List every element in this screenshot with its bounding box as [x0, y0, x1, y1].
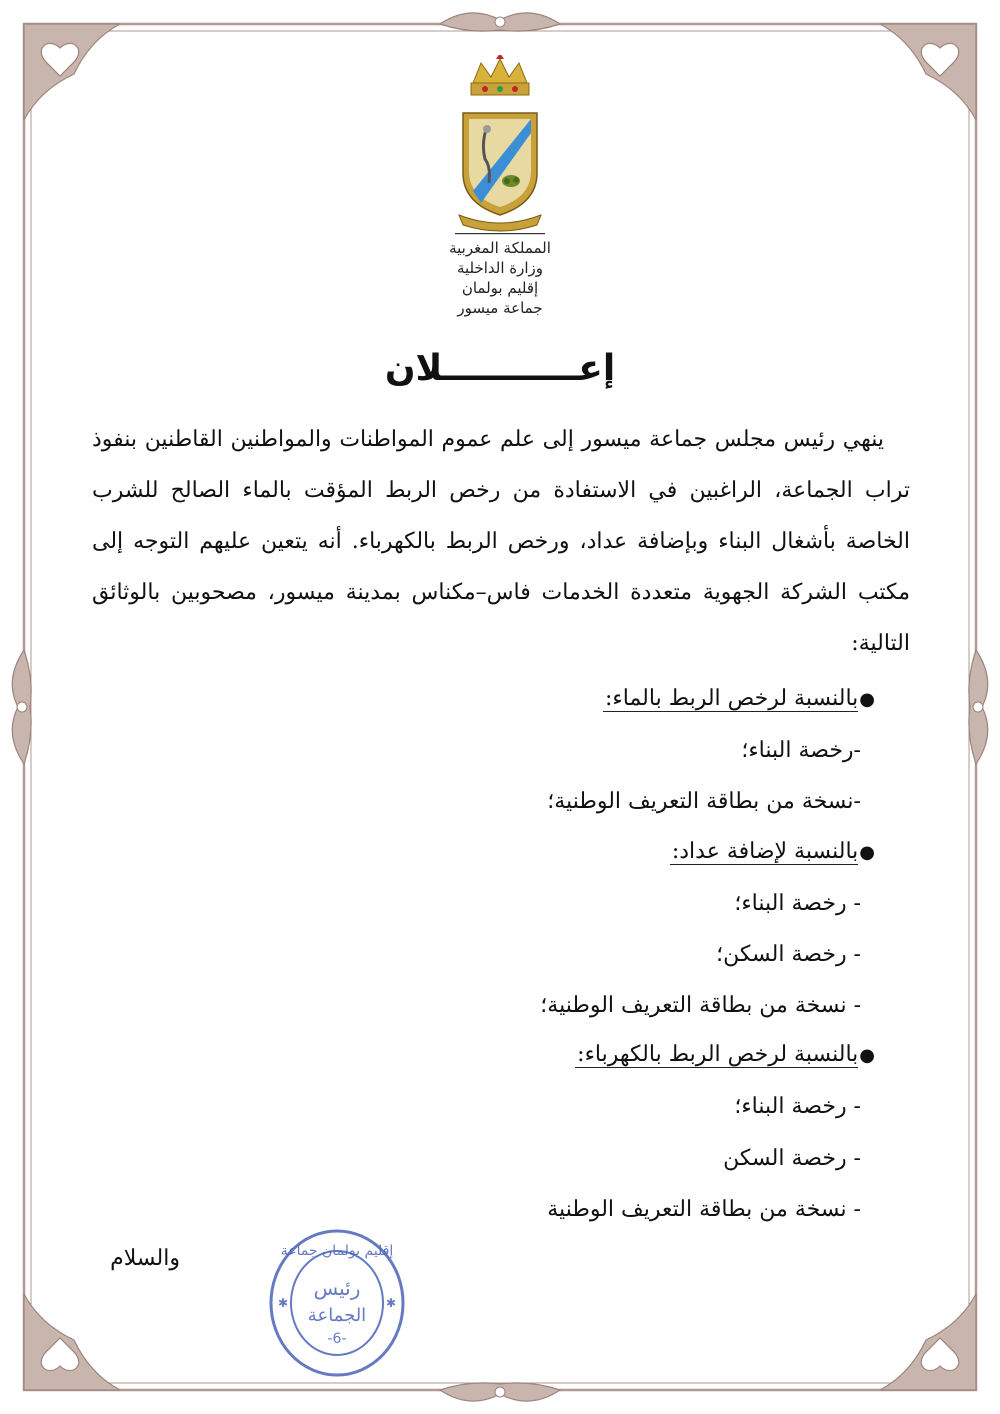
official-stamp — [265, 1225, 410, 1385]
section-heading-electricity — [120, 1032, 875, 1082]
list-item: - رخصة السكن؛ — [716, 941, 861, 967]
list-item: - رخصة السكن — [723, 1145, 861, 1171]
section-heading-label: بالنسبة لرخص الربط بالكهرباء: — [577, 1042, 859, 1068]
header-line-province: إقليم بولمان — [461, 279, 539, 297]
list-item: -نسخة من بطاقة التعريف الوطنية؛ — [547, 789, 861, 815]
list-item: - نسخة من بطاقة التعريف الوطنية؛ — [540, 993, 861, 1019]
commune-emblem — [445, 55, 555, 235]
section-heading-water — [120, 676, 875, 726]
section-heading-meter — [120, 829, 875, 879]
documents-list — [120, 676, 875, 1236]
closing-salutation: والسلام — [110, 1246, 180, 1271]
section-heading-label: بالنسبة لرخص الربط بالماء: — [605, 686, 859, 711]
ministry-header — [400, 238, 600, 318]
intro-text: ينهي رئيس مجلس جماعة ميسور إلى علم عموم المواطنات والمواطنين القاطنين بنفوذ تراب الجماعة، الراغبين في الاستفادة من رخص الربط المؤقت بالماء الصالح للشرب الخاصة بأشغال البناء وبإضافة عداد، ورخص الربط بالكهرباء. أنه يتعين عليهم التوجه إلى مكتب الشركة الجهوية متعددة الخدمات فاس–مكناس بمدينة ميسور، مصحوبين بالوثائق التالية: — [92, 427, 910, 656]
announcement-title: إعـــــــــــلان — [384, 348, 616, 389]
header-line-ministry: وزارة الداخلية — [456, 259, 544, 277]
bullet-icon: ● — [859, 689, 875, 710]
list-item: - رخصة البناء؛ — [734, 1094, 861, 1120]
star-icon: ✱ — [277, 1296, 289, 1310]
star-icon: ✱ — [385, 1296, 397, 1310]
bullet-icon: ● — [859, 841, 875, 863]
section-heading-label: بالنسبة لإضافة عداد: — [671, 838, 859, 864]
list-item: -رخصة البناء؛ — [741, 738, 861, 763]
header-line-commune: جماعة ميسور — [457, 299, 543, 317]
stamp-center-line-2: الجماعة — [307, 1305, 367, 1326]
intro-paragraph — [92, 414, 910, 669]
list-item: - نسخة من بطاقة التعريف الوطنية — [547, 1197, 861, 1223]
stamp-outer-text: إقليم بولمان جماعة — [280, 1243, 394, 1259]
bullet-icon: ● — [859, 1045, 875, 1067]
header-line-kingdom: المملكة المغربية — [449, 239, 551, 257]
stamp-center-line-1: رئيس — [313, 1276, 361, 1300]
list-item: - رخصة البناء؛ — [734, 890, 861, 916]
stamp-number: -6- — [327, 1331, 347, 1347]
